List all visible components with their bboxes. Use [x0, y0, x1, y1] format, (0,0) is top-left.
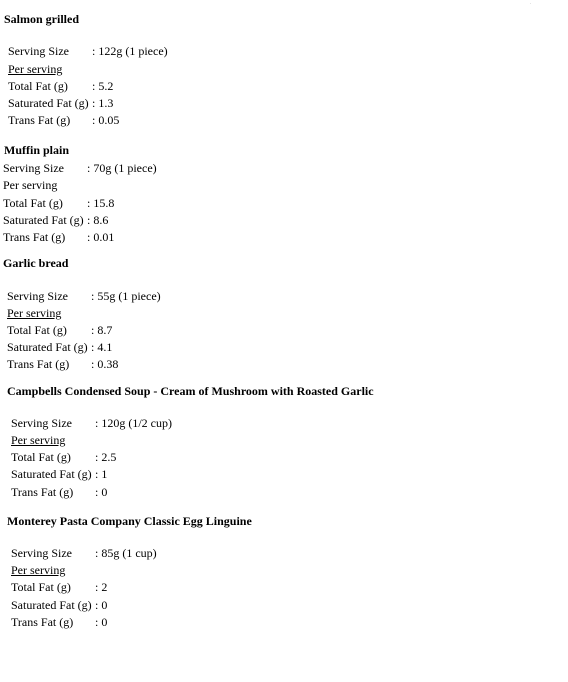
saturated-fat-value: : 4.1: [91, 340, 113, 354]
per-serving-heading: Per serving: [11, 563, 66, 577]
trans-fat-label: Trans Fat (g): [11, 615, 74, 629]
trans-fat-label: Trans Fat (g): [7, 357, 70, 371]
serving-size-value: : 85g (1 cup): [95, 546, 157, 560]
per-serving-heading: Per serving: [7, 306, 62, 320]
trans-fat-label: Trans Fat (g): [8, 113, 71, 127]
serving-size-value: : 122g (1 piece): [92, 44, 168, 58]
saturated-fat-value: : 1.3: [92, 96, 114, 110]
food-title: Monterey Pasta Company Classic Egg Linguine: [7, 514, 252, 528]
food-title: Salmon grilled: [4, 12, 80, 26]
total-fat-value: : 15.8: [87, 196, 115, 210]
total-fat-label: Total Fat (g): [3, 196, 63, 210]
saturated-fat-value: : 0: [95, 598, 108, 612]
serving-size-label: Serving Size: [11, 416, 72, 430]
trans-fat-value: : 0.01: [87, 230, 115, 244]
trans-fat-value: : 0: [95, 485, 108, 499]
saturated-fat-label: Saturated Fat (g): [11, 467, 92, 481]
total-fat-label: Total Fat (g): [11, 580, 71, 594]
serving-size-label: Serving Size: [11, 546, 72, 560]
food-title: Muffin plain: [4, 143, 70, 157]
food-title: Garlic bread: [3, 256, 69, 270]
trans-fat-value: : 0.38: [91, 357, 119, 371]
total-fat-value: : 2.5: [95, 450, 117, 464]
per-serving-heading: Per serving: [3, 178, 58, 192]
trans-fat-value: : 0: [95, 615, 108, 629]
saturated-fat-label: Saturated Fat (g): [11, 598, 92, 612]
trans-fat-label: Trans Fat (g): [11, 485, 74, 499]
total-fat-label: Total Fat (g): [11, 450, 71, 464]
saturated-fat-label: Saturated Fat (g): [3, 213, 84, 227]
per-serving-heading: Per serving: [11, 433, 66, 447]
serving-size-value: : 55g (1 piece): [91, 289, 161, 303]
total-fat-label: Total Fat (g): [7, 323, 67, 337]
trans-fat-label: Trans Fat (g): [3, 230, 66, 244]
serving-size-value: : 120g (1/2 cup): [95, 416, 172, 430]
saturated-fat-label: Saturated Fat (g): [8, 96, 89, 110]
total-fat-value: : 2: [95, 580, 108, 594]
food-title: Campbells Condensed Soup - Cream of Mushroom with Roasted Garlic: [7, 384, 374, 398]
total-fat-value: : 5.2: [92, 79, 114, 93]
serving-size-label: Serving Size: [8, 44, 69, 58]
per-serving-heading: Per serving: [8, 62, 63, 76]
serving-size-label: Serving Size: [3, 161, 64, 175]
stray-pixel: [530, 3, 531, 4]
trans-fat-value: : 0.05: [92, 113, 120, 127]
saturated-fat-value: : 8.6: [87, 213, 109, 227]
serving-size-value: : 70g (1 piece): [87, 161, 157, 175]
saturated-fat-label: Saturated Fat (g): [7, 340, 88, 354]
serving-size-label: Serving Size: [7, 289, 68, 303]
total-fat-value: : 8.7: [91, 323, 113, 337]
saturated-fat-value: : 1: [95, 467, 108, 481]
total-fat-label: Total Fat (g): [8, 79, 68, 93]
